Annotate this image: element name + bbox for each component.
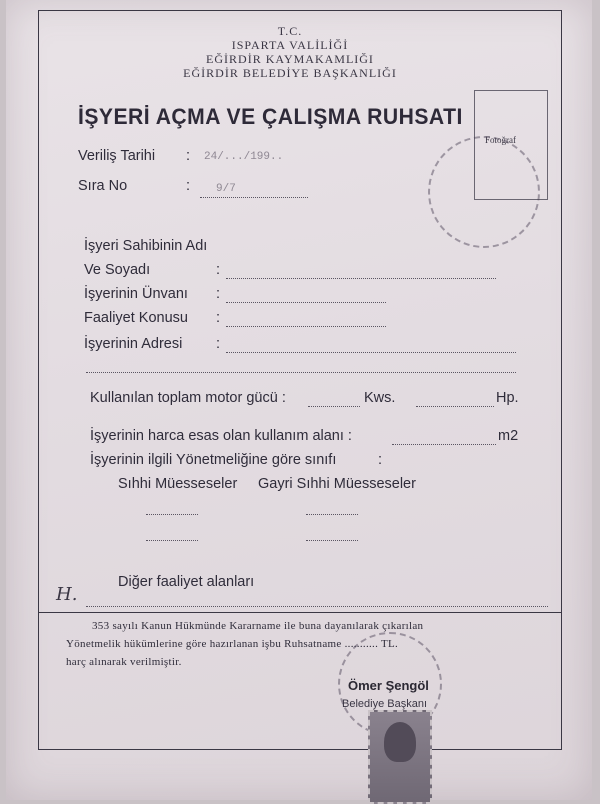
photo-label: Fotoğraf bbox=[485, 135, 516, 145]
issue-date-label: Veriliş Tarihi bbox=[78, 148, 156, 164]
header-municipality: EĞİRDİR BELEDİYE BAŞKANLIĞI bbox=[183, 66, 397, 80]
motor-kws-line bbox=[308, 406, 360, 407]
seq-no-line bbox=[200, 197, 308, 198]
document-title: İŞYERİ AÇMA VE ÇALIŞMA RUHSATI bbox=[78, 104, 463, 129]
gayri-line-2 bbox=[306, 540, 358, 541]
signatory-name: Ömer Şengöl bbox=[348, 678, 429, 693]
header-tc: T.C. bbox=[277, 24, 303, 38]
portrait-icon bbox=[384, 722, 416, 762]
activity-label: Faaliyet Konusu bbox=[84, 310, 188, 326]
class-colon: : bbox=[378, 452, 383, 468]
area-unit: m2 bbox=[498, 428, 519, 444]
footer-line-2: Yönetmelik hükümlerine göre hazırlanan işbu Ruhsatname ........... TL. bbox=[66, 638, 399, 650]
title-label: İşyerinin Ünvanı bbox=[84, 286, 188, 302]
area-value-line bbox=[392, 444, 496, 445]
class-gayri-sihhi: Gayri Sıhhi Müesseseler bbox=[258, 476, 416, 492]
class-label: İşyerinin ilgili Yönetmeliğine göre sınıfı bbox=[90, 452, 337, 468]
official-seal bbox=[428, 136, 540, 248]
header-district: EĞİRDİR KAYMAKAMLIĞI bbox=[206, 52, 374, 66]
address-colon: : bbox=[216, 336, 221, 352]
seq-no-colon: : bbox=[186, 178, 191, 194]
area-label: İşyerinin harca esas olan kullanım alanı : bbox=[90, 428, 352, 444]
gayri-line-1 bbox=[306, 514, 358, 515]
address-label: İşyerinin Adresi bbox=[84, 336, 183, 352]
motor-hp-unit: Hp. bbox=[496, 390, 519, 406]
class-sihhi: Sıhhi Müesseseler bbox=[118, 476, 238, 492]
sihhi-line-1 bbox=[146, 514, 198, 515]
footer-line-3: harç alınarak verilmiştir. bbox=[66, 656, 182, 668]
title-value-line bbox=[226, 302, 386, 303]
signatory-role: Belediye Başkanı bbox=[342, 698, 427, 710]
owner-label-2: Ve Soyadı bbox=[84, 262, 151, 278]
footer-line-1: 353 sayılı Kanun Hükmünde Kararname ile buna dayanılarak çıkarılan bbox=[92, 620, 424, 632]
owner-value-line bbox=[226, 278, 496, 279]
owner-label-1: İşyeri Sahibinin Adı bbox=[84, 238, 208, 254]
sihhi-line-2 bbox=[146, 540, 198, 541]
seq-no-label: Sıra No bbox=[78, 178, 128, 194]
revenue-stamp bbox=[368, 710, 432, 804]
handwritten-mark: H. bbox=[56, 584, 78, 605]
other-activity-label: Diğer faaliyet alanları bbox=[118, 574, 255, 590]
header-governorship: ISPARTA VALİLİĞİ bbox=[231, 38, 349, 52]
activity-value-line bbox=[226, 326, 386, 327]
footer-divider bbox=[38, 612, 562, 613]
title-colon: : bbox=[216, 286, 221, 302]
issue-date-colon: : bbox=[186, 148, 191, 164]
address-value-line-1 bbox=[226, 352, 516, 353]
motor-kws-unit: Kws. bbox=[364, 390, 396, 406]
address-value-line-2 bbox=[86, 372, 516, 373]
motor-power-label: Kullanılan toplam motor gücü : bbox=[90, 390, 286, 406]
other-activity-line bbox=[86, 606, 548, 607]
motor-hp-line bbox=[416, 406, 494, 407]
owner-colon: : bbox=[216, 262, 221, 278]
seq-no-value: 9/7 bbox=[216, 183, 236, 195]
activity-colon: : bbox=[216, 310, 221, 326]
issue-date-value: 24/.../199.. bbox=[204, 151, 284, 163]
